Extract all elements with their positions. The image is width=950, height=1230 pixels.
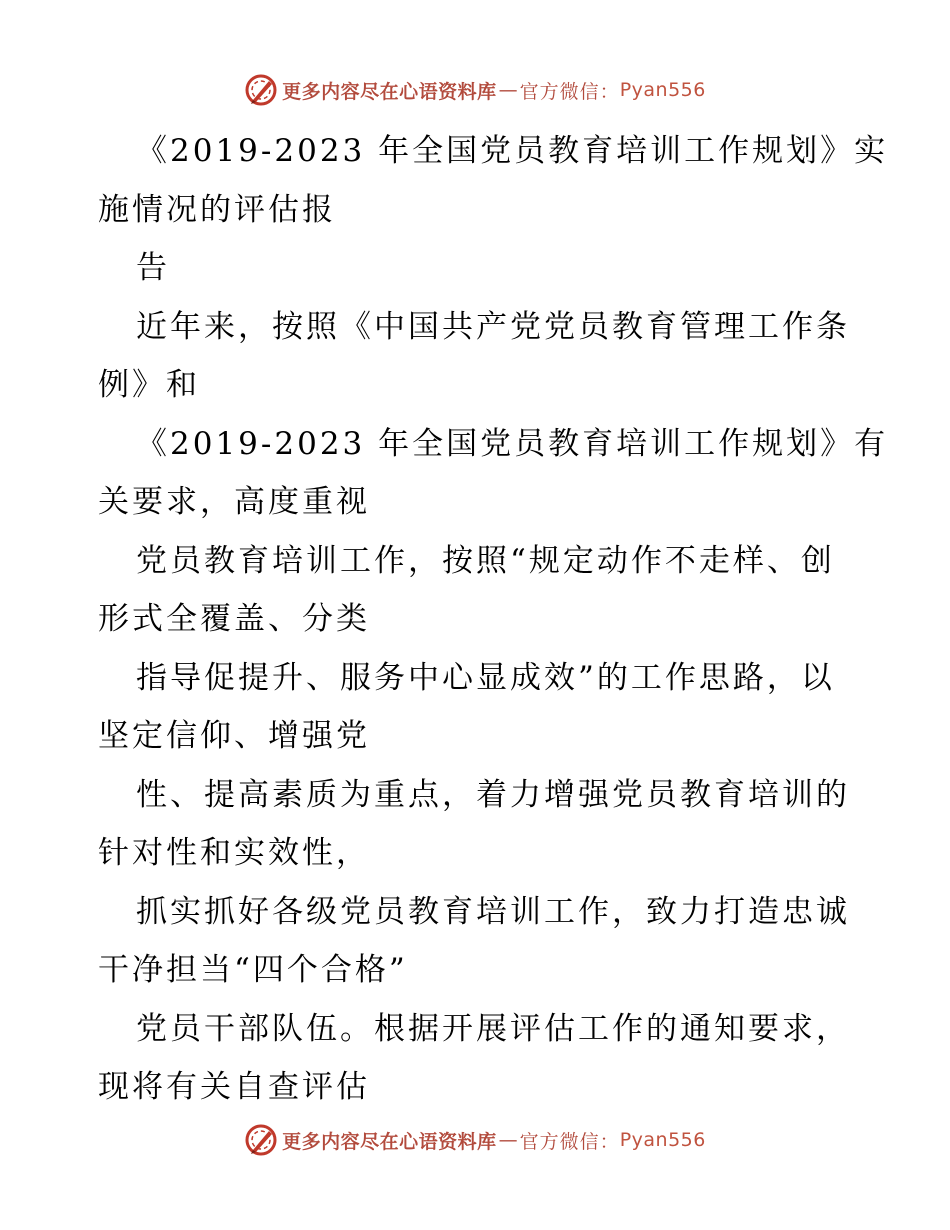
doc-line: 《2019-2023 年全国党员教育培训工作规划》有 [136, 425, 889, 462]
doc-line: 党员教育培训工作，按照“规定动作不走样、创 [136, 542, 835, 579]
doc-line: 针对性和实效性， [98, 835, 370, 871]
doc-line: 坚定信仰、增强党 [98, 718, 370, 754]
banner-dash: — [498, 1129, 518, 1151]
banner-wechat-label: 官方微信： [519, 80, 620, 103]
doc-line: 《2019-2023 年全国党员教育培训工作规划》实 [136, 133, 889, 169]
header-banner [0, 70, 950, 110]
banner-main-text: 更多内容尽在心语资料库 [282, 80, 497, 103]
doc-line: 指导促提升、服务中心显成效”的工作思路，以 [136, 659, 835, 696]
doc-line: 抓实抓好各级党员教育培训工作，致力打造忠诚 [136, 893, 850, 930]
banner-wechat-id: Pyan556 [619, 1129, 706, 1151]
banner-main-text: 更多内容尽在心语资料库 [282, 1130, 497, 1153]
doc-line: 党员干部队伍。根据开展评估工作的通知要求， [136, 1010, 850, 1047]
doc-line: 近年来，按照《中国共产党党员教育管理工作条 [136, 308, 850, 345]
footer-banner [0, 1120, 950, 1160]
doc-line: 干净担当“四个合格” [98, 952, 408, 988]
banner-wechat-label: 官方微信： [519, 1130, 620, 1153]
banner-wechat-id: Pyan556 [619, 79, 706, 101]
red-pen-seal-logo-icon [244, 1123, 278, 1157]
doc-line: 关要求，高度重视 [98, 484, 370, 520]
doc-line: 形式全覆盖、分类 [98, 601, 370, 637]
doc-line: 施情况的评估报 [98, 191, 336, 228]
red-pen-seal-logo-icon [244, 73, 278, 107]
banner-dash: — [498, 79, 518, 101]
doc-line: 现将有关自查评估 [98, 1069, 370, 1105]
doc-line: 例》和 [98, 367, 200, 403]
doc-line: 告 [136, 250, 170, 286]
document-body [98, 122, 889, 1117]
doc-line: 性、提高素质为重点，着力增强党员教育培训的 [136, 776, 850, 813]
